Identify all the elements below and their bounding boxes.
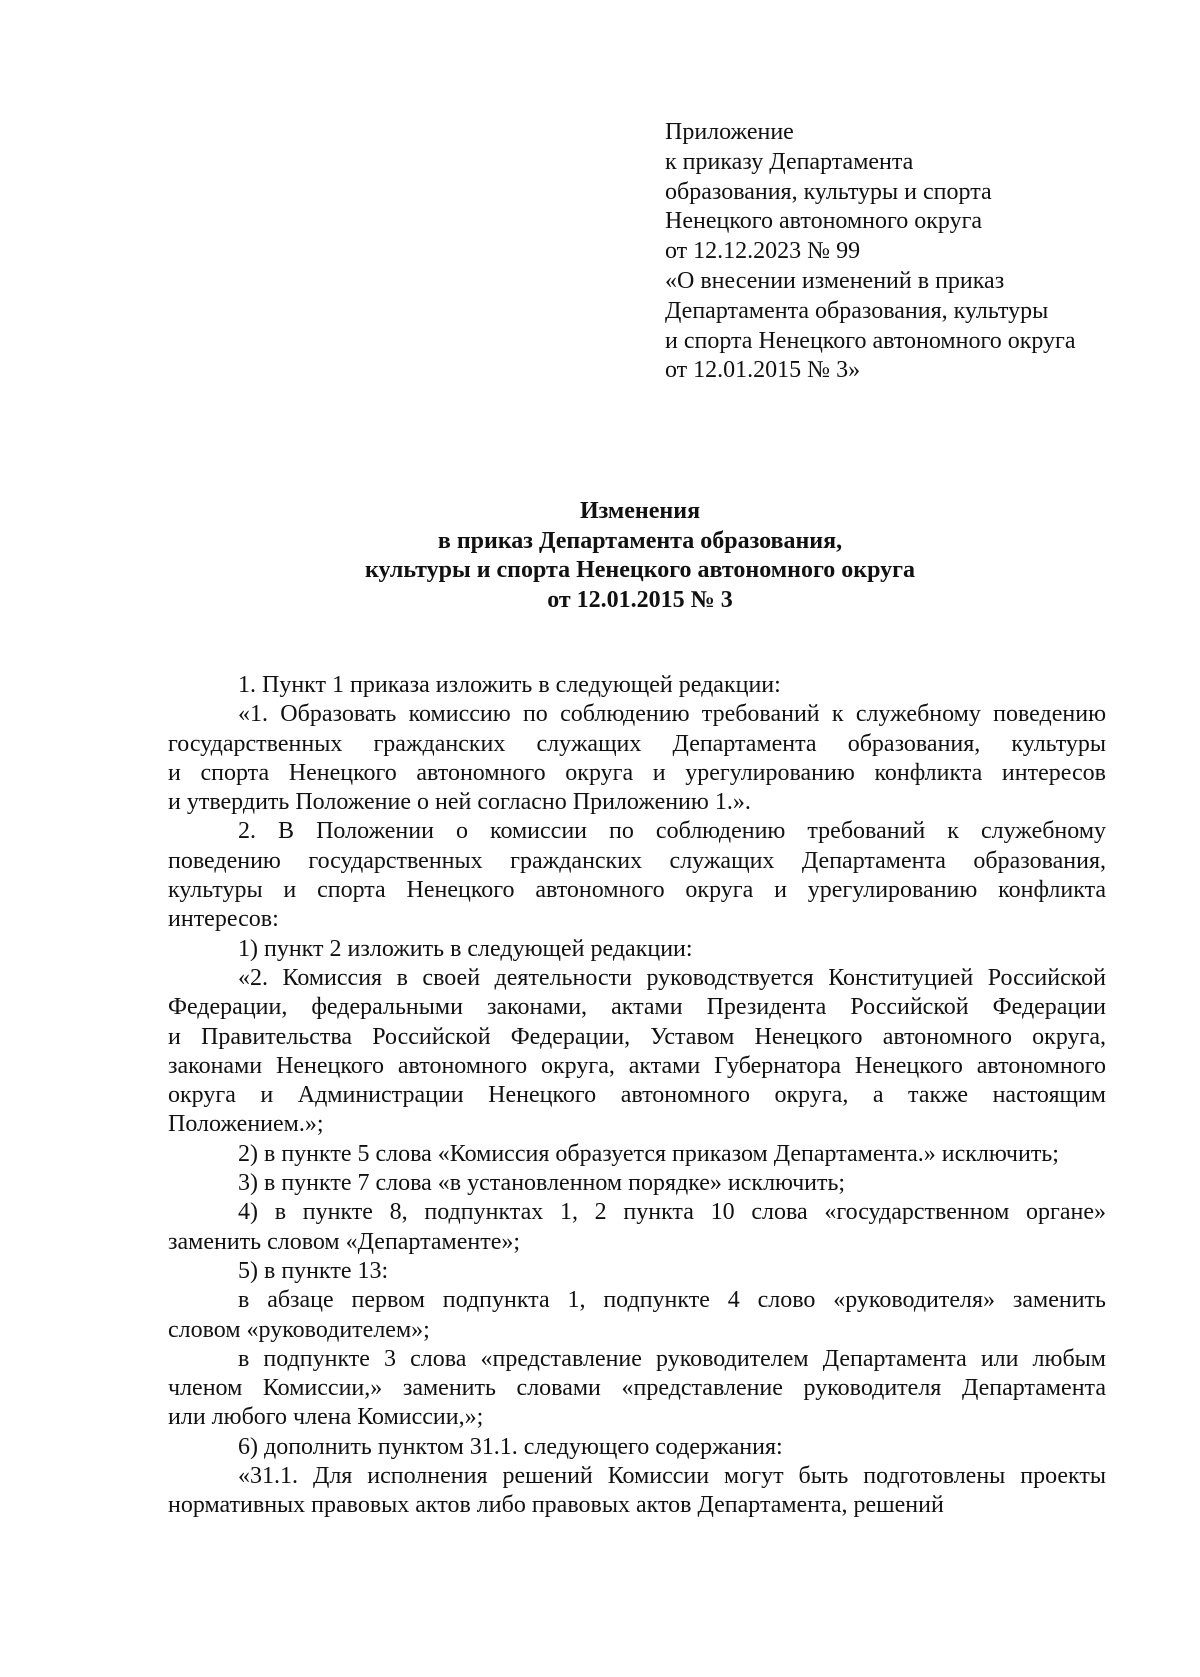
paragraph-line: или любого члена Комиссии,»; xyxy=(168,1404,484,1431)
paragraph-line: в подпункте 3 слова «представление руководителем Департамента или любым xyxy=(238,1345,1106,1372)
document-title xyxy=(160,497,1120,615)
paragraph-line: 3) в пункте 7 слова «в установленном порядке» исключить; xyxy=(238,1170,846,1197)
appendix-block xyxy=(665,118,1165,386)
paragraph-line: 1. Пункт 1 приказа изложить в следующей редакции: xyxy=(238,672,781,698)
paragraph-line: поведению государственных гражданских служащих Департамента образования, xyxy=(168,847,1106,874)
paragraph-line: Положением.»; xyxy=(168,1111,324,1138)
paragraph-line: нормативных правовых актов либо правовых актов Департамента, решений xyxy=(168,1492,944,1519)
paragraph-line: 2) в пункте 5 слова «Комиссия образуется приказом Департамента.» исключить; xyxy=(238,1140,1059,1167)
body-paragraph xyxy=(168,1433,1106,1462)
appendix-line: Ненецкого автономного округа xyxy=(665,208,983,235)
title-line: Изменения xyxy=(579,498,701,524)
paragraph-line: 6) дополнить пунктом 31.1. следующего содержания: xyxy=(238,1433,783,1460)
paragraph-line: 4) в пункте 8, подпунктах 1, 2 пункта 10 слова «государственном органе» xyxy=(238,1199,1106,1226)
paragraph-line: «31.1. Для исполнения решений Комиссии могут быть подготовлены проекты xyxy=(238,1463,1106,1490)
appendix-line: от 12.01.2015 № 3» xyxy=(665,357,861,384)
title-line: культуры и спорта Ненецкого автономного округа xyxy=(365,557,915,583)
paragraph-line: членом Комиссии,» заменить словами «представление руководителя Департамента xyxy=(168,1375,1106,1402)
paragraph-line: 2. В Положении о комиссии по соблюдению требований к служебному xyxy=(238,818,1106,845)
paragraph-line: заменить словом «Департаменте»; xyxy=(168,1228,521,1255)
body-paragraph xyxy=(168,1345,1106,1433)
paragraph-line: и спорта Ненецкого автономного округа и урегулированию конфликта интересов xyxy=(168,759,1106,786)
appendix-line: Приложение xyxy=(665,119,794,145)
appendix-line: к приказу Департамента xyxy=(665,148,914,175)
paragraph-line: и утвердить Положение о ней согласно Приложению 1.». xyxy=(168,789,751,816)
paragraph-line: «2. Комиссия в своей деятельности руководствуется Конституцией Российской xyxy=(238,964,1106,991)
body-paragraph xyxy=(168,1169,1106,1198)
body-paragraph xyxy=(168,1257,1106,1286)
body-paragraph xyxy=(168,1198,1106,1257)
title-line: от 12.01.2015 № 3 xyxy=(547,586,733,613)
paragraph-line: словом «руководителем»; xyxy=(168,1316,430,1343)
paragraph-line: 1) пункт 2 изложить в следующей редакции: xyxy=(238,935,693,962)
paragraph-line: в абзаце первом подпункта 1, подпункте 4 слово «руководителя» заменить xyxy=(238,1287,1106,1314)
body-paragraph xyxy=(168,1140,1106,1169)
appendix-line: «О внесении изменений в приказ xyxy=(665,267,1005,294)
paragraph-line: Федерации, федеральными законами, актами Президента Российской Федерации xyxy=(168,994,1106,1021)
appendix-line: и спорта Ненецкого автономного округа xyxy=(665,327,1076,354)
body-paragraph xyxy=(168,935,1106,964)
body-paragraph xyxy=(168,964,1106,1140)
body-paragraph xyxy=(168,1462,1106,1521)
appendix-line: от 12.12.2023 № 99 xyxy=(665,238,861,265)
document-body xyxy=(168,671,1106,1521)
paragraph-line: и Правительства Российской Федерации, Уставом Ненецкого автономного округа, xyxy=(168,1023,1106,1050)
paragraph-line: округа и Администрации Ненецкого автономного округа, а также настоящим xyxy=(168,1082,1106,1109)
body-paragraph xyxy=(168,700,1106,817)
paragraph-line: законами Ненецкого автономного округа, актами Губернатора Ненецкого автономного xyxy=(168,1052,1106,1079)
appendix-line: Департамента образования, культуры xyxy=(665,297,1049,324)
paragraph-line: культуры и спорта Ненецкого автономного округа и урегулированию конфликта xyxy=(168,877,1106,904)
paragraph-line: 5) в пункте 13: xyxy=(238,1257,389,1284)
paragraph-line: «1. Образовать комиссию по соблюдению требований к служебному поведению xyxy=(238,701,1106,728)
body-paragraph xyxy=(168,1286,1106,1345)
body-paragraph xyxy=(168,671,1106,700)
paragraph-line: государственных гражданских служащих Департамента образования, культуры xyxy=(168,730,1106,757)
paragraph-line: интересов: xyxy=(168,906,279,933)
appendix-line: образования, культуры и спорта xyxy=(665,178,992,205)
title-line: в приказ Департамента образования, xyxy=(437,527,843,554)
body-paragraph xyxy=(168,817,1106,934)
